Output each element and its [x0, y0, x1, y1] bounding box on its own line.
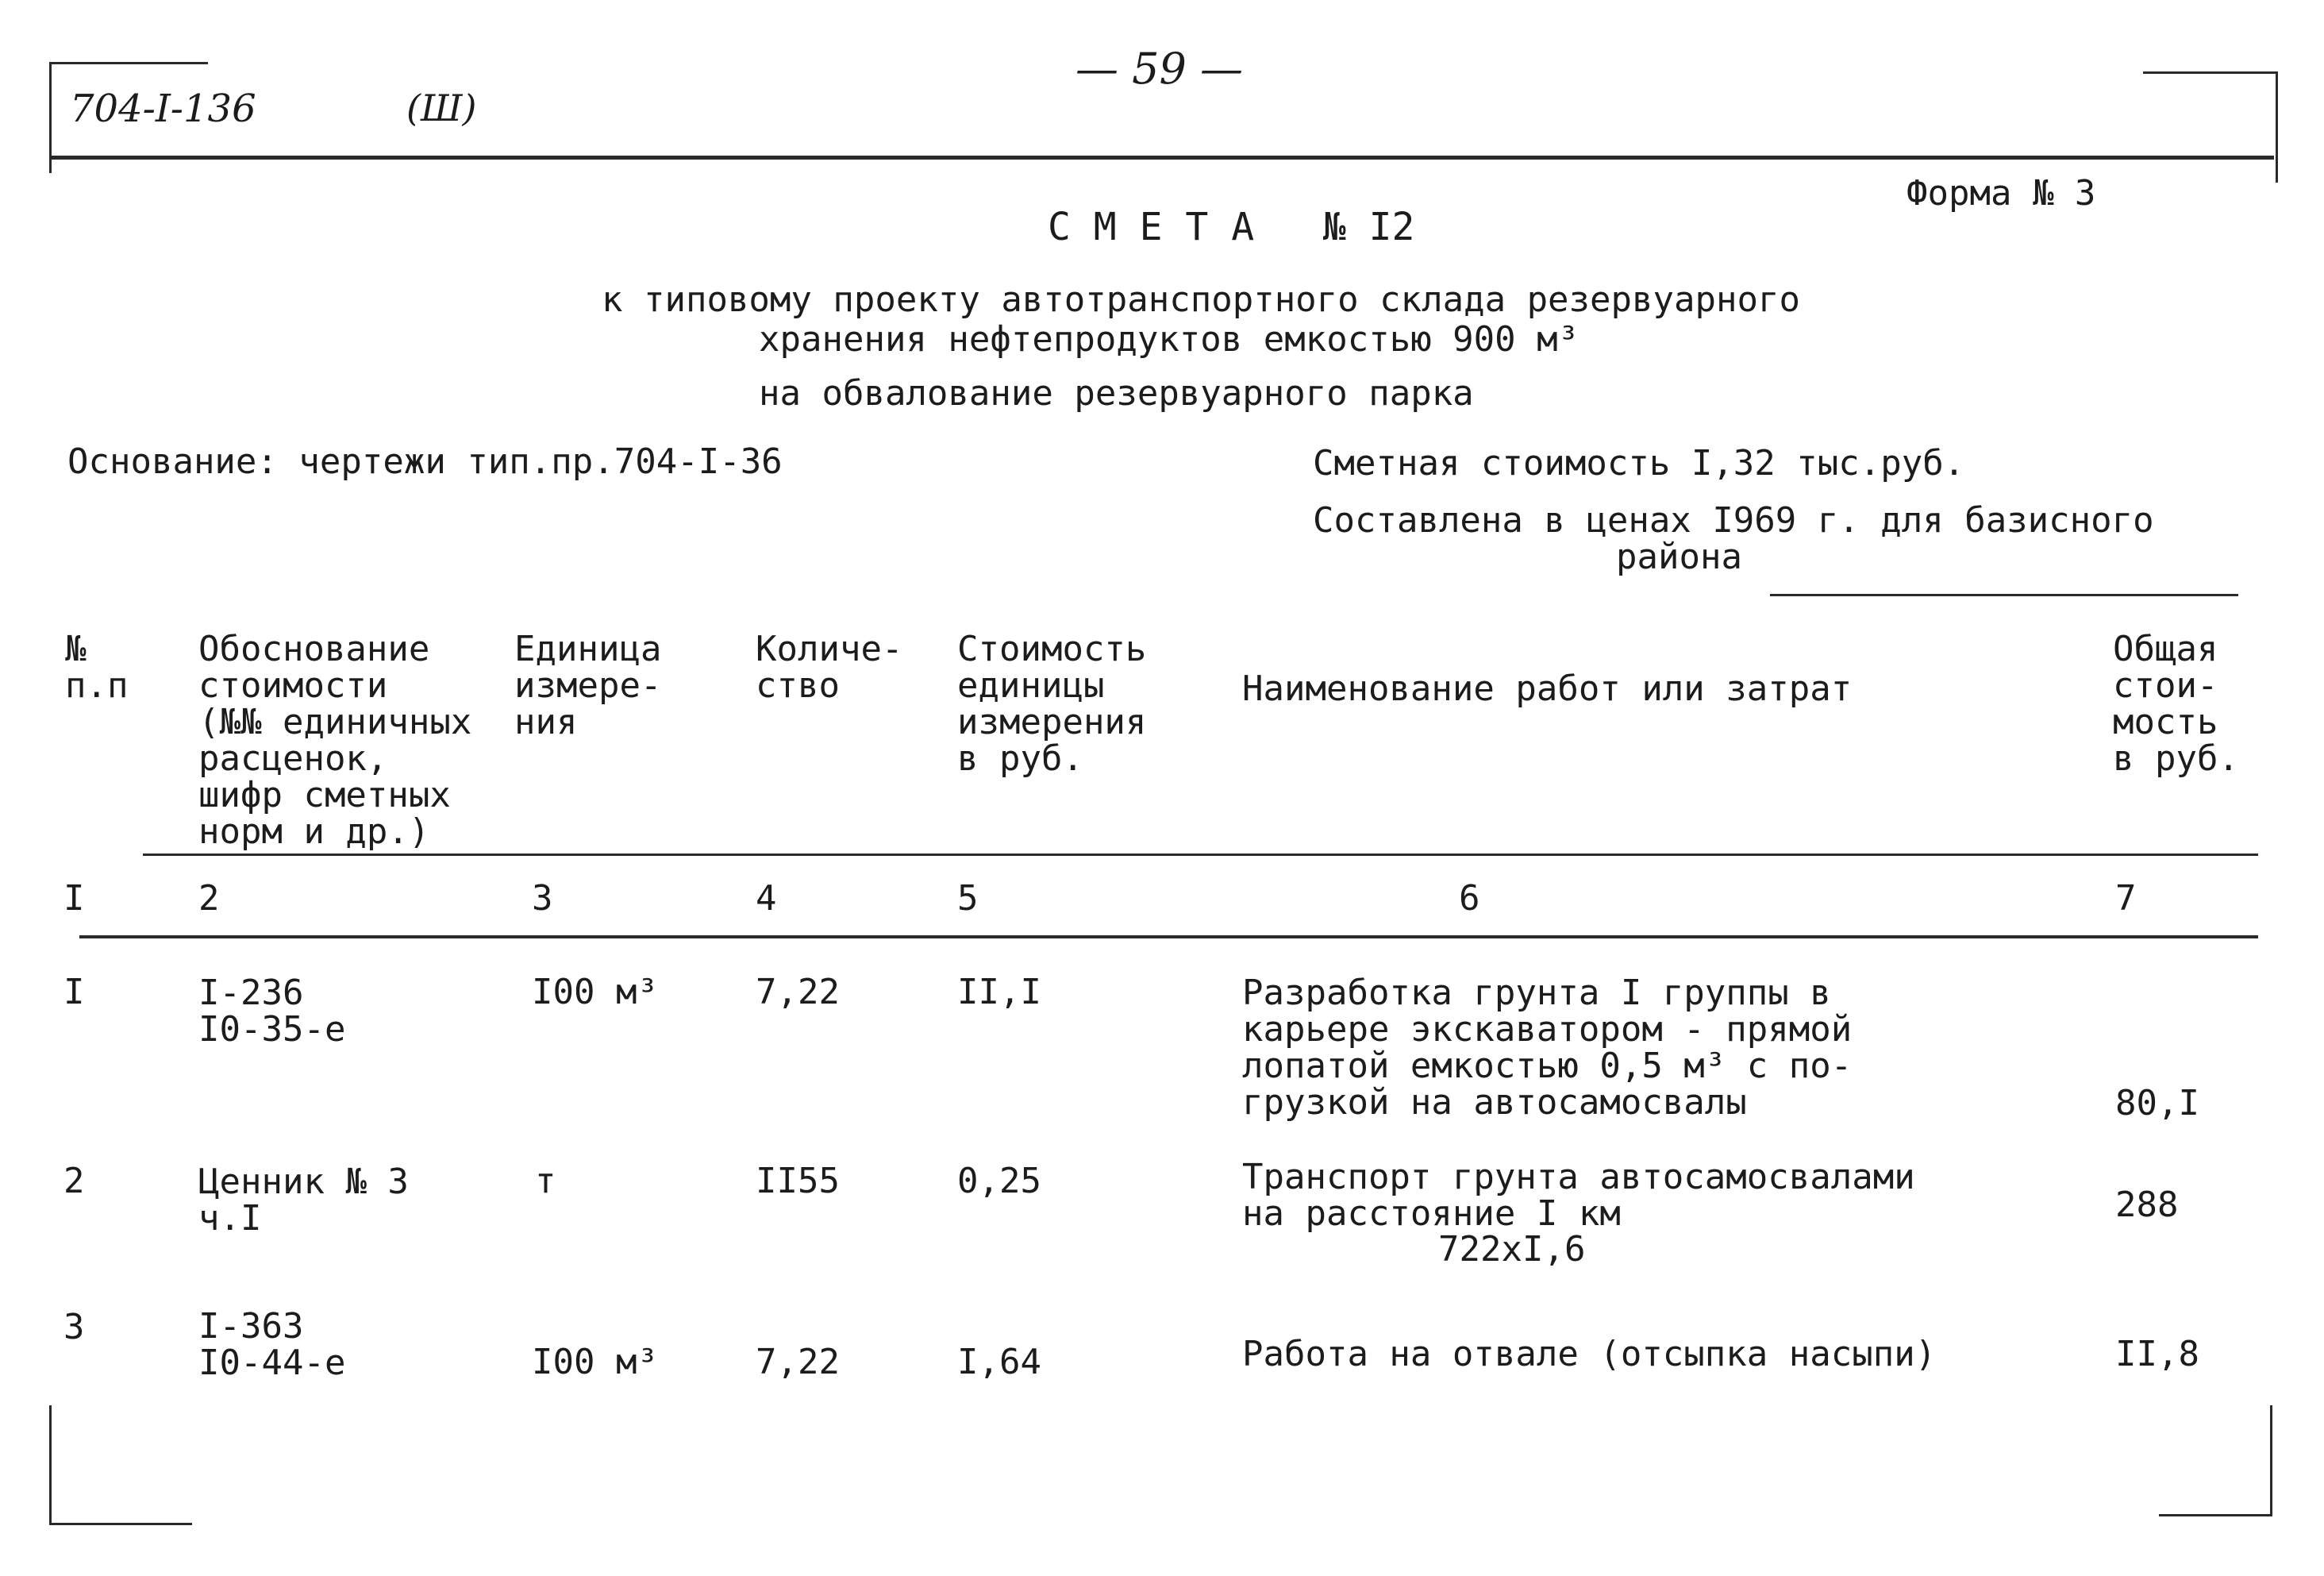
row-3-total: II,8	[2115, 1334, 2199, 1374]
col-number-1: I	[63, 878, 85, 919]
header-col-unit: Единица измере- ния	[514, 629, 662, 742]
title-line-3: на обвалование резервуарного парка	[759, 373, 1474, 414]
row-2-name: Транспорт грунта автосамосвалами на расстояние I км	[1242, 1157, 1915, 1234]
row-3-name: Работа на отвале (отсыпка насыпи)	[1242, 1334, 1937, 1374]
header-bottom-rule	[143, 854, 2258, 856]
col-number-2: 2	[198, 878, 220, 919]
frame-left-bottom-edge	[49, 1405, 52, 1524]
form-number: Форма № 3	[1907, 173, 2096, 214]
header-rule	[52, 156, 2274, 160]
header-col-qty: Количе- ство	[756, 629, 903, 706]
frame-right-bottom-edge	[2270, 1405, 2272, 1516]
row-2-total: 288	[2115, 1185, 2179, 1225]
row-3-qty: 7,22	[756, 1342, 840, 1382]
frame-top-left-corner	[49, 62, 208, 64]
row-3-unit: I00 м³	[532, 1342, 658, 1382]
row-3-basis: I-363 I0-44-е	[198, 1306, 346, 1383]
col-number-7: 7	[2115, 878, 2137, 919]
frame-top-right-corner	[2143, 71, 2278, 74]
row-2-formula: 722хI,6	[1438, 1229, 1586, 1270]
row-2-basis: Ценник № 3 ч.I	[198, 1162, 409, 1239]
column-number-rule	[79, 935, 2258, 938]
col-number-5: 5	[957, 878, 979, 919]
title-line-2: хранения нефтепродуктов емкостью 900 м³	[759, 319, 1579, 360]
col-number-4: 4	[756, 878, 777, 919]
header-col-num: № п.п	[65, 629, 129, 706]
frame-bottom-left-mark	[49, 1523, 192, 1525]
basis-text: Основание: чертежи тип.пр.704-I-36	[67, 441, 783, 482]
header-col-basis: Обоснование стоимости (№№ единичных расценок, шифр сметных норм и др.)	[198, 629, 472, 852]
frame-bottom-right-mark	[2159, 1514, 2272, 1516]
frame-right-top-edge	[2276, 71, 2278, 183]
header-col-price: Стоимость единицы измерения в руб.	[957, 629, 1147, 779]
row-2-qty: II55	[756, 1161, 840, 1201]
prices-line-2: района	[1616, 537, 1742, 577]
header-col-name: Наименование работ или затрат	[1242, 669, 1853, 709]
col-number-6: 6	[1459, 878, 1480, 919]
row-2-price: 0,25	[957, 1161, 1041, 1201]
row-1-name: Разработка грунта I группы в карьере экскаватором - прямой лопатой емкостью 0,5 м³ с по- грузкой на автосамосвалы	[1242, 973, 1853, 1123]
row-1-basis: I-236 I0-35-е	[198, 973, 346, 1050]
row-2-num: 2	[63, 1161, 85, 1201]
estimated-cost: Сметная стоимость I,32 тыс.руб.	[1313, 443, 1965, 484]
row-1-qty: 7,22	[756, 972, 840, 1012]
row-3-price: I,64	[957, 1342, 1041, 1382]
title-line-1: к типовому проекту автотранспортного склада резервуарного	[602, 279, 1800, 320]
prices-line-1: Составлена в ценах I969 г. для базисного	[1313, 500, 2154, 541]
header-col-total: Общая стои- мость в руб.	[2113, 629, 2239, 779]
table-top-rule	[1770, 594, 2238, 596]
row-1-total: 80,I	[2115, 1083, 2199, 1123]
row-1-num: I	[63, 972, 85, 1012]
row-3-num: 3	[63, 1307, 85, 1347]
row-2-unit: т	[535, 1161, 556, 1201]
estimate-title: С М Е Т А № I2	[1048, 205, 1415, 249]
document-part: (Ш)	[406, 87, 477, 129]
row-1-price: II,I	[957, 972, 1041, 1012]
col-number-3: 3	[532, 878, 553, 919]
document-code: 704-I-136	[70, 87, 256, 131]
page-number: — 59 —	[1075, 44, 1244, 94]
row-1-unit: I00 м³	[532, 972, 658, 1012]
